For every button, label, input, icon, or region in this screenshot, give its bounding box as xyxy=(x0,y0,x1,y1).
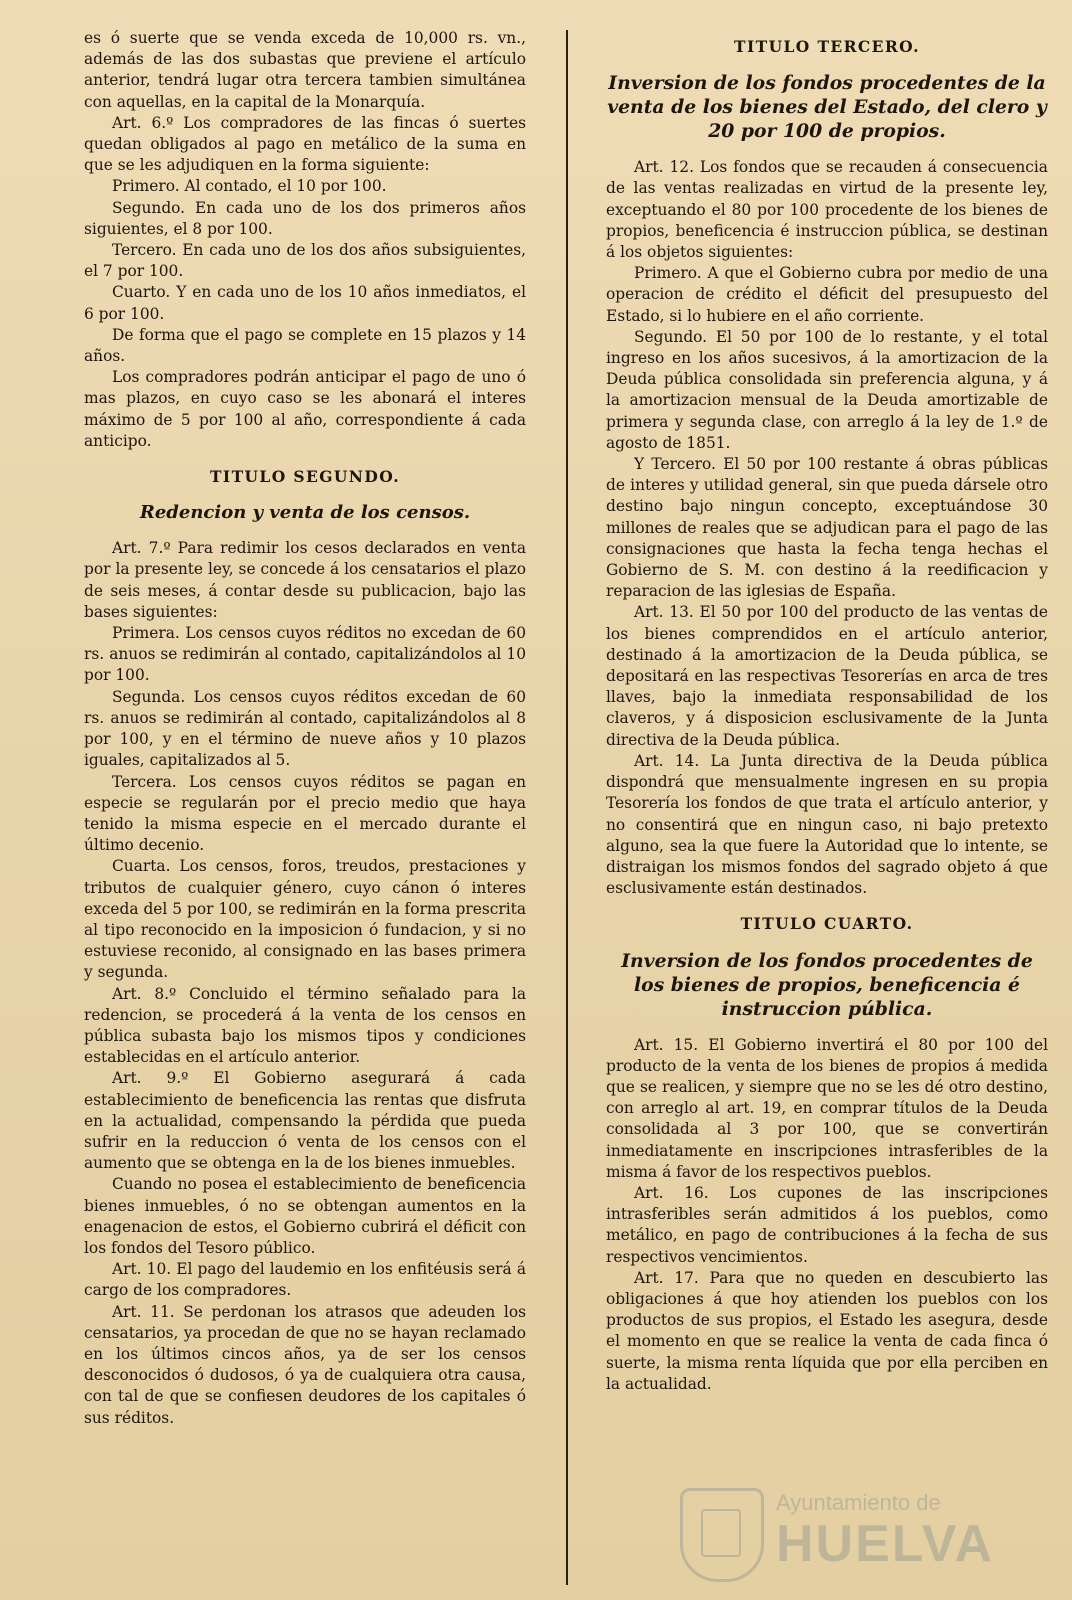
section-heading-titulo-cuarto: TITULO CUARTO. xyxy=(740,914,914,934)
paragraph: Cuando no posea el establecimiento de beneficencia bienes inmuebles, ó no se obtengan aumentos en la enagenacion de estos, el Gobierno cubrirá el déficit con los fondos del Tesoro público. xyxy=(84,1175,526,1257)
section-subtitle: Redencion y venta de los censos. xyxy=(139,502,471,524)
article-9: Art. 9.º El Gobierno asegurará á cada establecimiento de beneficencia las rentas que disfruta en la actualidad, compensando la pérdida que pueda sufrir en la reduccion ó venta de los censos con el aumento que se obtenga en la de los bienes inmuebles. xyxy=(84,1069,526,1173)
paragraph: Tercero. En cada uno de los dos años subsiguientes, el 7 por 100. xyxy=(84,241,526,281)
article-13: Art. 13. El 50 por 100 del producto de las ventas de los bienes comprendidos en el artículo anterior, destinado á la amortizacion de la Deuda pública, se depositará en las respectivas Tesorerías en arca de tres llaves, bajo la inmediata responsabilidad de los claveros, y á disposicion esclusivamente de la Junta directiva de la Deuda pública. xyxy=(606,603,1048,749)
article-17: Art. 17. Para que no queden en descubierto las obligaciones á que hoy atienden los pueblos con los productos de sus propios, el Estado les asegura, desde el momento en que se realice la venta de cada finca ó suerte, la misma renta líquida que por ella perciben en la actualidad. xyxy=(606,1268,1048,1393)
article-16: Art. 16. Los cupones de las inscripciones intrasferibles serán admitidos á los pueblos, como metálico, en pago de contribuciones á la fecha de sus respectivos vencimientos. xyxy=(606,1183,1048,1266)
coat-of-arms-icon xyxy=(680,1488,764,1582)
paragraph: Primero. A que el Gobierno cubra por medio de una operacion de crédito el déficit del presupuesto del Estado, si lo hubiere en el año corriente. xyxy=(606,264,1048,325)
paragraph: Tercera. Los censos cuyos réditos se pagan en especie se regularán por el precio medio que haya tenido la misma especie en el mercado durante el último decenio. xyxy=(84,772,526,855)
archive-watermark xyxy=(680,1488,1010,1580)
article-7: Art. 7.º Para redimir los cesos declarados en venta por la presente ley, se concede á los censatarios el plazo de seis meses, á contar desde su publicacion, bajo las bases siguientes: xyxy=(84,539,526,621)
paragraph: Los compradores podrán anticipar el pago de uno ó mas plazos, en cuyo caso se les abonará el interes máximo de 5 por 100 al año, correspondiente á cada anticipo. xyxy=(84,368,526,450)
article-14: Art. 14. La Junta directiva de la Deuda pública dispondrá que mensualmente ingresen en su propia Tesorería los fondos de que trata el artículo anterior, y no consentirá que en ningun caso, ni bajo pretexto alguno, sea la que fuere la Autoridad que lo intente, se distraigan los mismos fondos del sagrado objeto á que esclusivamente están destinados. xyxy=(606,751,1048,898)
paragraph: Cuarto. Y en cada uno de los 10 años inmediatos, el 6 por 100. xyxy=(84,283,526,323)
article-6: Art. 6.º Los compradores de las fincas ó suertes quedan obligados al pago en metálico de la suma en que se les adjudiquen en la forma siguiente: xyxy=(84,113,526,175)
section-heading-titulo-segundo: TITULO SEGUNDO. xyxy=(210,467,400,487)
section-subtitle: Inversion de los fondos procedentes de la venta de los bienes del Estado, del clero y 20 por 100 de propios. xyxy=(607,72,1047,143)
section-heading-titulo-tercero: TITULO TERCERO. xyxy=(734,37,920,56)
paragraph: Primero. Al contado, el 10 por 100. xyxy=(112,177,387,196)
left-column xyxy=(84,28,526,1429)
paragraph: Primera. Los censos cuyos réditos no excedan de 60 rs. anuos se redimirán al contado, capitalizándolos al 10 por 100. xyxy=(84,624,526,685)
paragraph: Segunda. Los censos cuyos réditos excedan de 60 rs. anuos se redimirán al contado, capitalizándolos al 8 por 100, y en el término de nueve años y 10 plazos iguales, capitalizados al 5. xyxy=(84,687,526,770)
paragraph: Segundo. En cada uno de los dos primeros años siguientes, el 8 por 100. xyxy=(84,198,526,238)
article-15: Art. 15. El Gobierno invertirá el 80 por 100 del producto de la venta de los bienes de propios á medida que se realicen, y siempre que no se les dé otro destino, con arreglo al art. 19, en comprar títulos de la Deuda consolidada al 3 por 100, que se convertirán inmediatamente en inscripciones intrasferibles de la misma á favor de los respectivos pueblos. xyxy=(606,1035,1048,1181)
article-11: Art. 11. Se perdonan los atrasos que adeuden los censatarios, ya procedan de que no se hayan reclamado en los últimos cincos años, ya de ser los censos desconocidos ó dudosos, ó ya de cualquiera otra causa, con tal de que se confiesen deudores de los capitales ó sus réditos. xyxy=(84,1302,526,1427)
article-8: Art. 8.º Concluido el término señalado para la redencion, se procederá á la venta de los censos en pública subasta bajo los mismos tipos y condiciones establecidas en el artículo anterior. xyxy=(84,984,526,1067)
section-subtitle: Inversion de los fondos procedentes de los bienes de propios, beneficencia é instruccion pública. xyxy=(621,949,1033,1020)
column-divider xyxy=(566,30,568,1585)
watermark-line: Ayuntamiento de xyxy=(776,1490,941,1515)
paragraph: Y Tercero. El 50 por 100 restante á obras públicas de interes y utilidad general, sin que pueda dársele otro destino bajo ningun concepto, exceptuándose 30 millones de reales que se adjudican para el pago de las consignaciones que hasta la fecha tenga hechas el Gobierno de S. M. con destino á la reedificacion y reparacion de las iglesias de España. xyxy=(606,455,1048,601)
watermark-line: HUELVA xyxy=(776,1515,995,1573)
right-column xyxy=(606,28,1048,1395)
article-12: Art. 12. Los fondos que se recauden á consecuencia de las ventas realizadas en virtud de la presente ley, exceptuando el 80 por 100 procedente de los bienes de propios, beneficencia é instruccion pública, se destinan á los objetos siguientes: xyxy=(606,158,1048,262)
paragraph: es ó suerte que se venda exceda de 10,000 rs. vn., además de las dos subastas que previene el artículo anterior, tendrá lugar otra tercera tambien simultánea con aquellas, en la capital de la Monarquía. xyxy=(84,29,526,111)
paragraph: Segundo. El 50 por 100 de lo restante, y el total ingreso en los años sucesivos, á la amortizacion de la Deuda pública consolidada sin preferencia alguna, y á la amortizacion mensual de la Deuda amortizable de primera y segunda clase, con arreglo á la ley de 1.º de agosto de 1851. xyxy=(606,327,1048,452)
paragraph: De forma que el pago se complete en 15 plazos y 14 años. xyxy=(84,325,526,366)
article-10: Art. 10. El pago del laudemio en los enfitéusis será á cargo de los compradores. xyxy=(84,1260,526,1300)
paragraph: Cuarta. Los censos, foros, treudos, prestaciones y tributos de cualquier género, cuyo cánon ó interes exceda del 5 por 100, se redimirán en la forma prescrita al tipo reconocido en la imposicion ó fundacion, y si no estuviese reconido, al consignado en las bases primera y segunda. xyxy=(84,857,526,982)
